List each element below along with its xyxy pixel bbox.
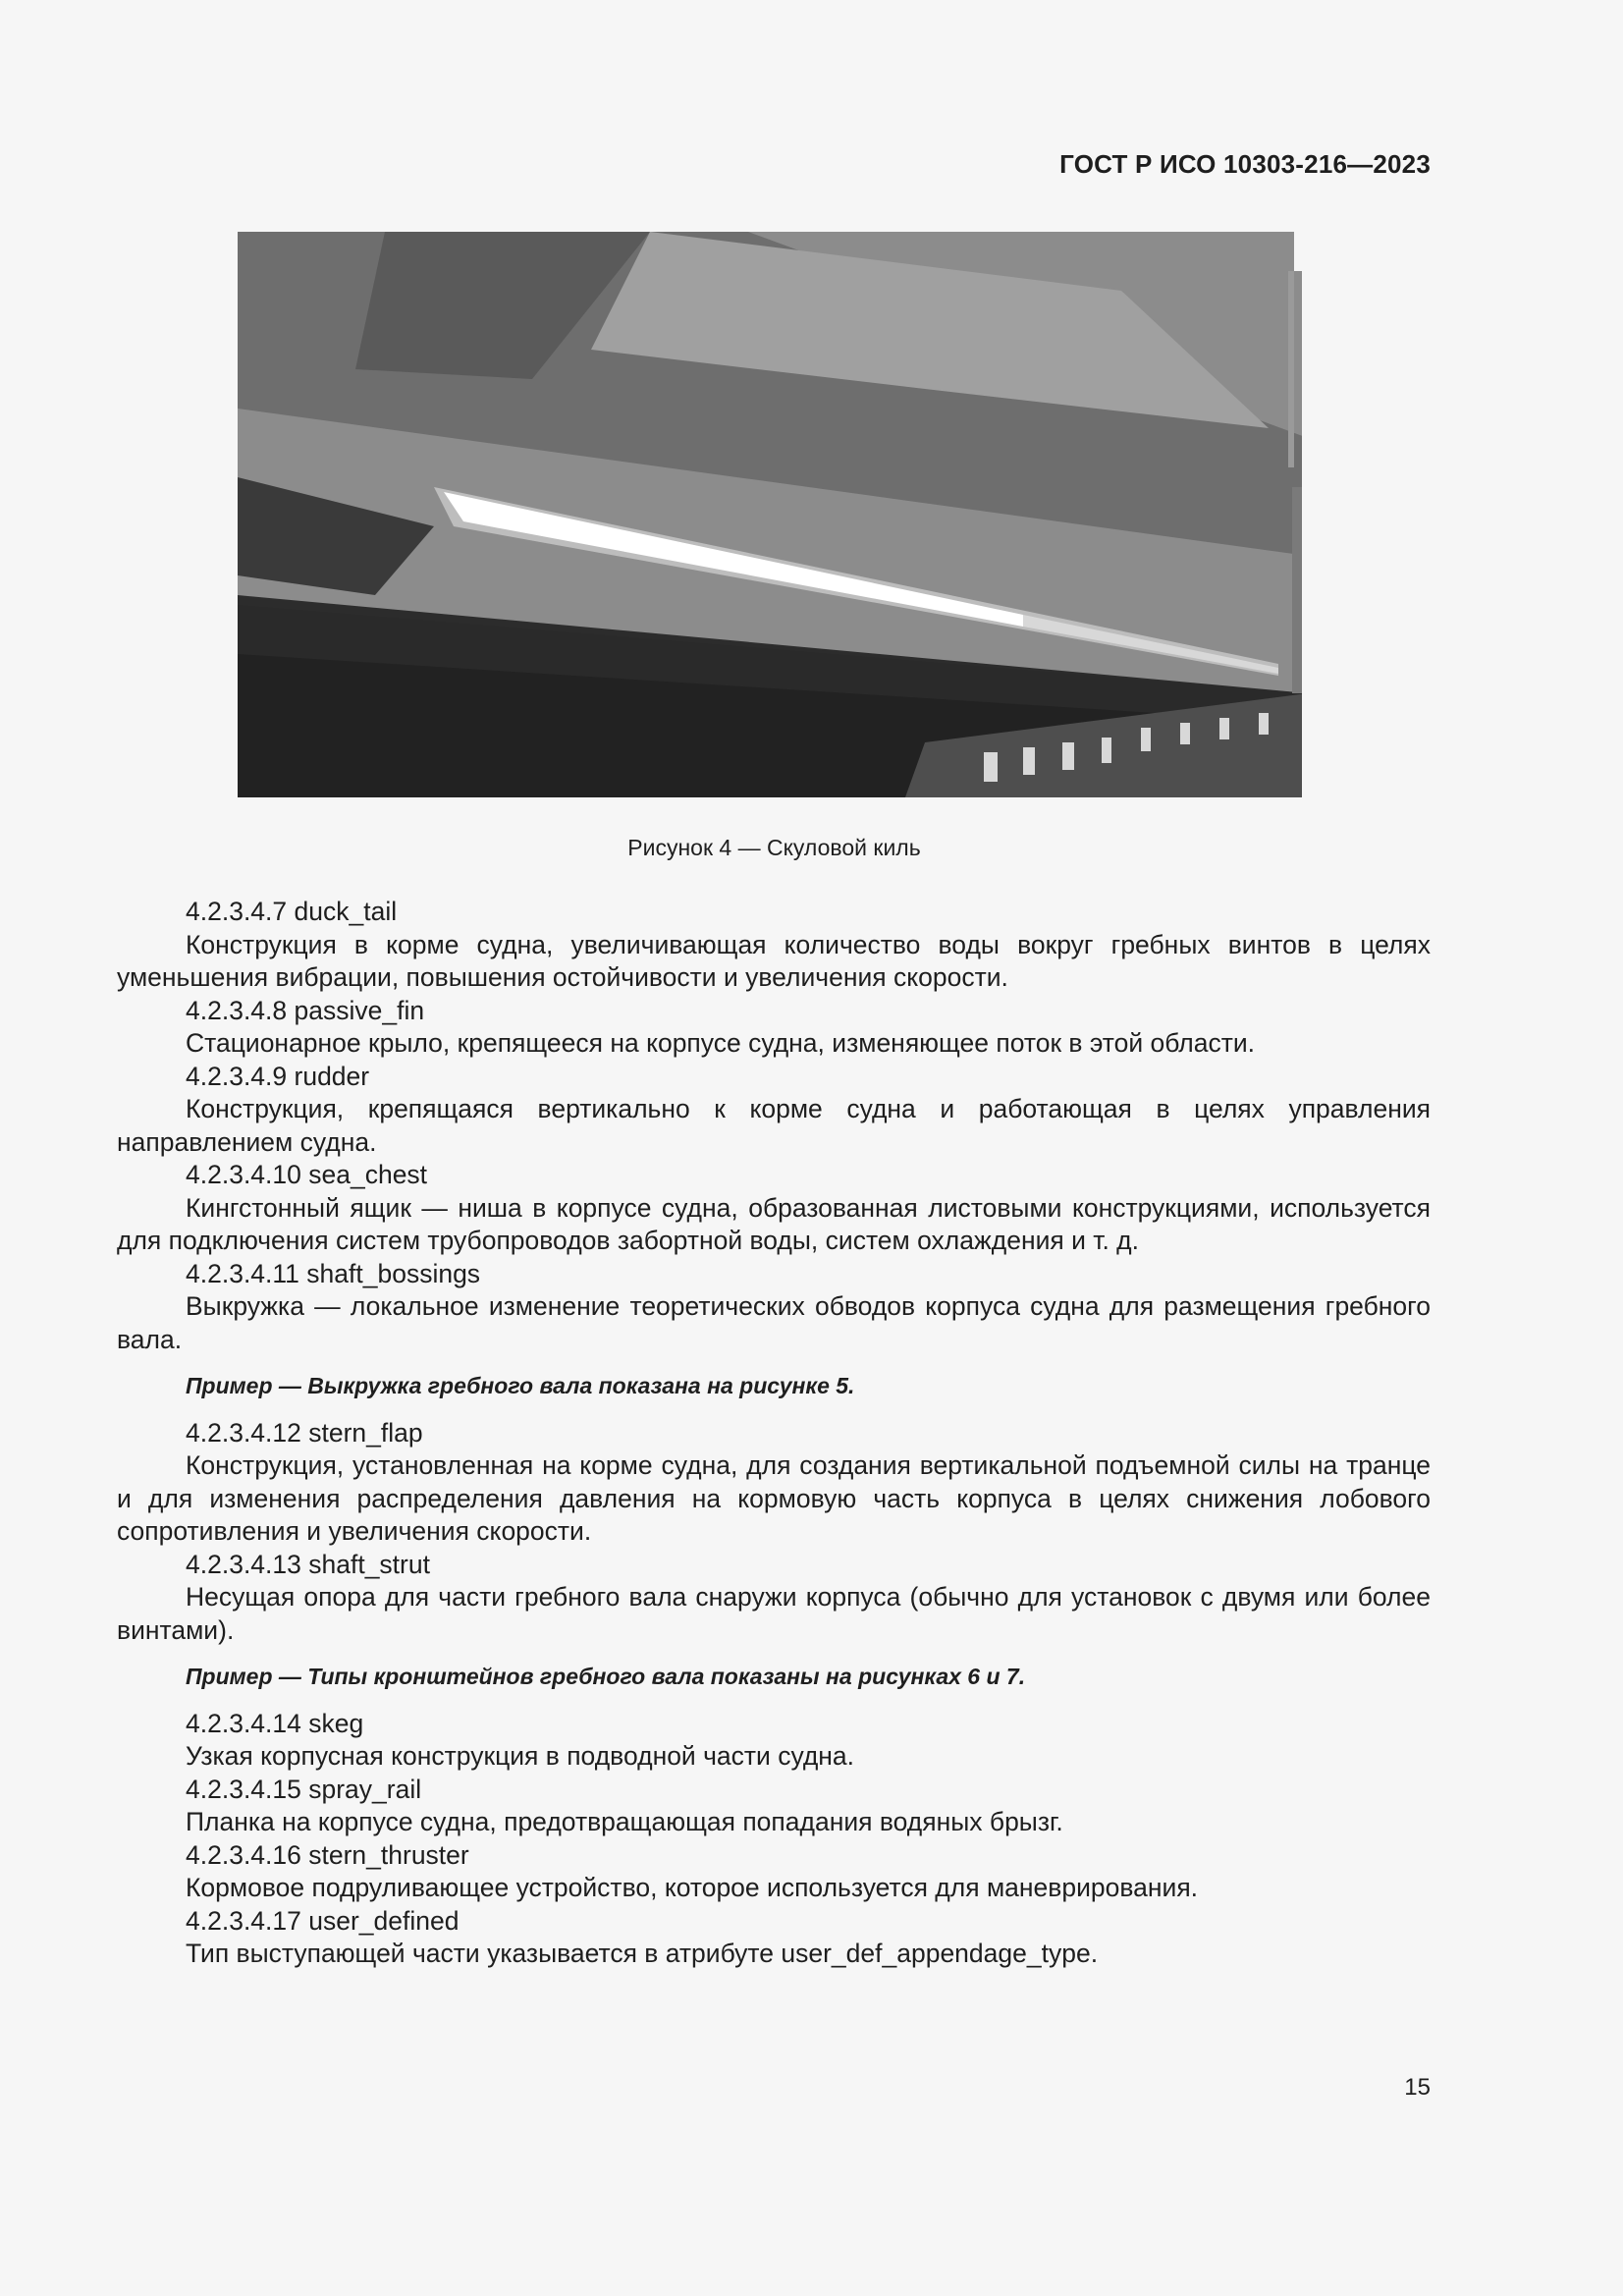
term-user-defined: 4.2.3.4.17 user_defined: [186, 1905, 460, 1936]
definition-spray-rail: Планка на корпусе судна, предотвращающая попадания водяных брызг.: [186, 1807, 1063, 1836]
term-stern-thruster: 4.2.3.4.16 stern_thruster: [186, 1839, 469, 1870]
definition-stern-flap: Конструкция, установленная на корме судна, для создания вертикальной подъемной силы на транце и для изменения распределения давления на кормовую часть корпуса в целях снижения лобового сопротивления и увеличения скорости.: [117, 1450, 1431, 1546]
term-rudder: 4.2.3.4.9 rudder: [186, 1061, 370, 1091]
standard-header: ГОСТ Р ИСО 10303-216—2023: [1059, 149, 1431, 179]
term-spray-rail: 4.2.3.4.15 spray_rail: [186, 1774, 422, 1804]
figure-caption: Рисунок 4 — Скуловой киль: [627, 835, 921, 860]
term-stern-flap: 4.2.3.4.12 stern_flap: [186, 1417, 423, 1448]
term-shaft-strut: 4.2.3.4.13 shaft_strut: [186, 1549, 430, 1579]
bilge-keel-photo: [238, 232, 1308, 797]
term-skeg: 4.2.3.4.14 skeg: [186, 1708, 364, 1738]
term-sea-chest: 4.2.3.4.10 sea_chest: [186, 1160, 428, 1189]
page-number: 15: [1404, 2074, 1431, 2101]
definition-stern-thruster: Кормовое подруливающее устройство, которое используется для маневрирования.: [186, 1873, 1199, 1902]
definition-user-defined: Тип выступающей части указывается в атрибуте user_def_appendage_type.: [186, 1939, 1099, 1968]
definition-sea-chest: Кингстонный ящик — ниша в корпусе судна, образованная листовыми конструкциями, используется для подключения систем трубопроводов забортной воды, систем охлаждения и т. д.: [117, 1192, 1431, 1255]
definitions-content: [117, 896, 1431, 1971]
example-note-1: Пример — Выкружка гребного вала показана на рисунке 5.: [186, 1373, 855, 1398]
example-note-2: Пример — Типы кронштейнов гребного вала показаны на рисунках 6 и 7.: [186, 1664, 1026, 1689]
term-duck-tail: 4.2.3.4.7 duck_tail: [186, 897, 398, 926]
term-passive-fin: 4.2.3.4.8 passive_fin: [186, 995, 425, 1025]
definition-duck-tail: Конструкция в корме судна, увеличивающая количество воды вокруг гребных винтов в целях уменьшения вибрации, повышения остойчивости и увеличения скорости.: [117, 929, 1431, 992]
definition-skeg: Узкая корпусная конструкция в подводной части судна.: [186, 1741, 855, 1771]
definition-shaft-strut: Несущая опора для части гребного вала снаружи корпуса (обычно для установок с двумя или более винтами).: [117, 1582, 1431, 1645]
definition-passive-fin: Стационарное крыло, крепящееся на корпусе судна, изменяющее поток в этой области.: [186, 1028, 1256, 1058]
term-shaft-bossings: 4.2.3.4.11 shaft_bossings: [186, 1258, 481, 1288]
definition-rudder: Конструкция, крепящаяся вертикально к корме судна и работающая в целях управления направлением судна.: [117, 1094, 1431, 1157]
definition-shaft-bossings: Выкружка — локальное изменение теоретических обводов корпуса судна для размещения гребного вала.: [117, 1291, 1431, 1354]
